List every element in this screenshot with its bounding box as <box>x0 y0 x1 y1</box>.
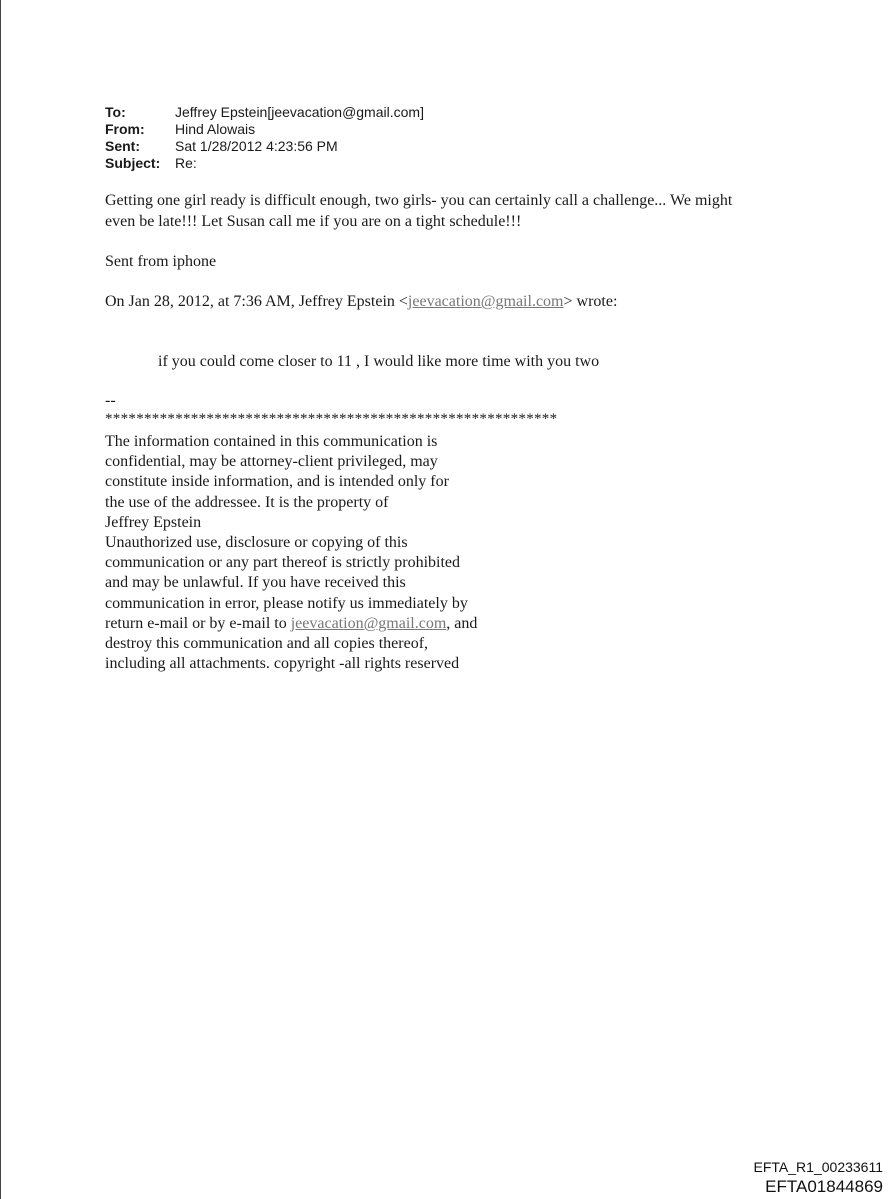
disclaimer-line: Jeffrey Epstein <box>105 513 202 531</box>
to-label: To: <box>105 104 126 120</box>
document-id-efta: EFTA01844869 <box>765 1177 883 1196</box>
confidentiality-disclaimer <box>105 432 525 674</box>
quoted-message: if you could come closer to 11 , I would like more time with you two <box>158 353 600 370</box>
subject-label: Subject: <box>105 155 161 171</box>
header-from-row <box>105 121 424 138</box>
disclaimer-line: communication in error, please notify us immediately by <box>105 594 468 612</box>
header-sent-row <box>105 138 424 155</box>
page-left-border <box>0 0 1 1199</box>
disclaimer-line: Unauthorized use, disclosure or copying of this <box>105 534 408 552</box>
disclaimer-line: constitute inside information, and is intended only for <box>105 473 449 491</box>
from-label: From: <box>105 121 145 137</box>
sent-from-line: Sent from iphone <box>105 253 217 270</box>
header-subject-row <box>105 155 424 172</box>
header-to-row <box>105 104 424 121</box>
email-header <box>105 104 424 172</box>
return-prefix: return e-mail or by e-mail to <box>105 614 291 632</box>
message-line-2: even be late!!! Let Susan call me if you are on a tight schedule!!! <box>105 213 522 230</box>
document-id-r1: EFTA_R1_00233611 <box>753 1159 883 1175</box>
sent-value: Sat 1/28/2012 4:23:56 PM <box>175 138 338 154</box>
disclaimer-line: communication or any part thereof is strictly prohibited <box>105 554 461 572</box>
quote-attribution <box>105 292 617 312</box>
signature-separator: -- <box>105 392 116 409</box>
message-line-1: Getting one girl ready is difficult enough, two girls- you can certainly call a challenge... We might <box>105 192 733 209</box>
message-body <box>105 190 805 232</box>
signature-stars: ********************************************************** <box>105 411 558 427</box>
from-value: Hind Alowais <box>175 121 256 137</box>
attribution-suffix: > wrote: <box>563 293 618 310</box>
disclaimer-line-return <box>105 614 525 634</box>
disclaimer-line: destroy this communication and all copies thereof, <box>105 635 429 653</box>
attribution-email-link[interactable]: jeevacation@gmail.com <box>407 293 564 310</box>
disclaimer-email-link[interactable]: jeevacation@gmail.com <box>290 614 447 632</box>
disclaimer-line: the use of the addressee. It is the property of <box>105 493 389 511</box>
sent-label: Sent: <box>105 138 140 154</box>
disclaimer-line: including all attachments. copyright -all rights reserved <box>105 655 460 673</box>
disclaimer-line: and may be unlawful. If you have received this <box>105 574 406 592</box>
return-suffix: , and <box>446 614 478 632</box>
document-ids <box>754 1158 883 1197</box>
disclaimer-line: confidential, may be attorney-client privileged, may <box>105 453 438 471</box>
to-value: Jeffrey Epstein[jeevacation@gmail.com] <box>175 104 424 120</box>
subject-value: Re: <box>175 155 197 171</box>
attribution-prefix: On Jan 28, 2012, at 7:36 AM, Jeffrey Epstein < <box>105 293 408 310</box>
disclaimer-line: The information contained in this communication is <box>105 433 438 450</box>
